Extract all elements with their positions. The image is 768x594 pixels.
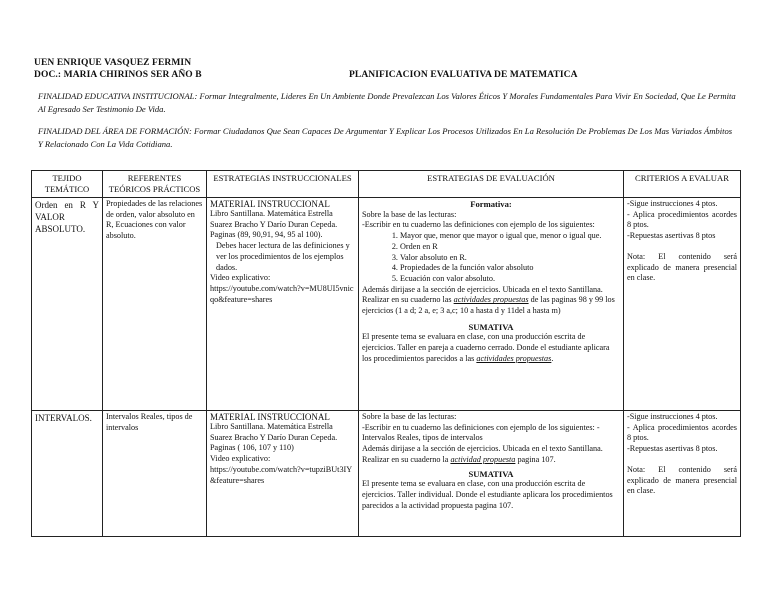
- eval-escribir: -Escribir en tu cuaderno las definiciones con ejemplo de los siguientes: -Intervalos Reales, tipos de intervalos: [362, 422, 600, 443]
- criterio-nota: Nota: El contenido será explicado de manera presencial en clase.: [627, 251, 737, 283]
- estrategias-eval-cell: [359, 198, 624, 411]
- referentes-cell: Propiedades de las relaciones de orden, valor absoluto en R, Ecuaciones con valor absoluto.: [103, 198, 207, 411]
- sumativa-label: SUMATIVA: [468, 321, 514, 332]
- lectura-text: Debes hacer lectura de las definiciones y ver los procedimientos de los ejemplos dados.: [216, 241, 350, 272]
- finalidad-formacion: FINALIDAD DEL ÁREA DE FORMACIÓN: Formar Ciudadanos Que Sean Capaces De Argumentar Y Explicar Los Procesos Utilizados En La Resolución De Problemas De Los Mas Variados Ámbitos Y Relacionado Con La Vida Cotidiana.: [38, 126, 733, 149]
- ademas-text: Además dirijase a la sección de ejercicios. Ubicada en el texto Santillana. Realizar en su cuaderno las actividades propuestas de las paginas 98 y 99 los ejercicios (1 a d; 2 a, e; 3 a,c; 10 a hasta d y 11del a hasta m): [362, 284, 615, 316]
- header-estrategias-evaluacion: ESTRATEGIAS DE EVALUACIÓN: [359, 171, 624, 198]
- estrategias-instr-cell: [207, 411, 359, 537]
- table-row: [32, 411, 741, 537]
- criterios-cell: [624, 198, 741, 411]
- eval-list: [362, 231, 620, 285]
- video-link[interactable]: https://youtube.com/watch?v=MU8UI5vnicqo&feature=shares: [210, 283, 354, 304]
- criterio-instrucciones: -Sigue instrucciones 4 ptos.: [627, 199, 718, 208]
- criterio-procedimientos: - Aplica procedimientos acordes 8 ptos.: [627, 209, 737, 230]
- header-criterios: CRITERIOS A EVALUAR: [624, 171, 741, 198]
- criterios-cell: [624, 411, 741, 537]
- ademas-text: Además dirijase a la sección de ejercicios. Ubicada en el texto Santillana. Realizar en su cuaderno la actividad propuesta pagina 107.: [362, 444, 603, 464]
- sumativa-text: El presente tema se evaluara en clase, con una producción escrita de ejercicios. Taller en pareja a cuaderno cerrado. Donde el estudiante aplicara los procedimientos parecidos a las actividades propuestas.: [362, 332, 610, 363]
- teacher-line: DOC.: MARIA CHIRINOS SER AÑO B: [34, 70, 202, 80]
- video-label: Video explicativo:: [210, 273, 271, 283]
- criterio-respuestas: -Repuestas asertivas 8 ptos: [627, 231, 716, 241]
- video-label: Video explicativo:: [210, 454, 271, 464]
- actividad-link: actividad propuesta: [450, 454, 516, 464]
- material-title: MATERIAL INSTRUCCIONAL: [210, 199, 330, 209]
- sumativa-label: SUMATIVA: [468, 468, 514, 479]
- criterio-respuestas: -Repuestas asertivas 8 ptos.: [627, 444, 718, 454]
- actividades-link: actividades propuestas: [476, 353, 552, 363]
- material-text: Libro Santillana. Matemática Estrella Suarez Bracho Y Darío Duran Cepeda. Paginas (89, 90,91, 94, 95 al 100).: [210, 209, 338, 240]
- sumativa-text: El presente tema se evaluara en clase, con una producción escrita de ejercicios. Taller individual. Donde el estudiante aplicara los procedimientos parecidos a la actividad propuesta pagina 107.: [362, 479, 613, 510]
- evaluation-plan-table: [31, 170, 741, 537]
- table-row: [32, 198, 741, 411]
- criterio-instrucciones: -Sigue instrucciones 4 ptos.: [627, 412, 718, 421]
- eval-intro: Sobre la base de las lecturas:: [362, 412, 457, 421]
- list-item: 4. Propiedades de la función valor absoluto: [400, 263, 620, 274]
- list-item: 5. Ecuación con valor absoluto.: [400, 274, 620, 285]
- estrategias-instr-cell: [207, 198, 359, 411]
- tejido-cell: INTERVALOS.: [32, 411, 103, 537]
- criterio-procedimientos: - Aplica procedimientos acordes 8 ptos.: [627, 422, 737, 443]
- table-header-row: [32, 171, 741, 198]
- tejido-cell: Orden en R Y VALOR ABSOLUTO.: [32, 198, 103, 411]
- video-link[interactable]: https://youtube.com/watch?v=tupziBUt3IY&feature=shares: [210, 464, 353, 485]
- list-item: 3. Valor absoluto en R.: [400, 253, 620, 264]
- finalidad-institucional: FINALIDAD EDUCATIVA INSTITUCIONAL: Formar Integralmente, Lideres En Un Ambiente Donde Prevalezcan Los Valores Éticos Y Morales Fundamentales Para Vivir En Sociedad, Que Le Permita Al Egresado Ser Testimonio De Vida.: [38, 91, 736, 114]
- eval-intro: Sobre la base de las lecturas:: [362, 209, 457, 219]
- list-item: 2. Orden en R: [400, 242, 620, 253]
- list-item: 1. Mayor que, menor que mayor o igual que, menor o igual que.: [400, 231, 620, 242]
- document-title: PLANIFICACION EVALUATIVA DE MATEMATICA: [349, 70, 578, 80]
- header-estrategias-instruccionales: ESTRATEGIAS INSTRUCCIONALES: [207, 171, 359, 198]
- header-referentes: REFERENTES TEÓRICOS PRÁCTICOS: [103, 171, 207, 198]
- material-text: Libro Santillana. Matemática Estrella Suarez Bracho Y Darío Duran Cepeda. Paginas ( 106, 107 y 110): [210, 422, 338, 453]
- header-tejido: TEJIDO TEMÁTICO: [32, 171, 103, 198]
- school-name: UEN ENRIQUE VASQUEZ FERMIN: [34, 58, 192, 68]
- referentes-cell: Intervalos Reales, tipos de intervalos: [103, 411, 207, 537]
- material-title: MATERIAL INSTRUCCIONAL: [210, 412, 330, 422]
- estrategias-eval-cell: [359, 411, 624, 537]
- criterio-nota: Nota: El contenido será explicado de manera presencial en clase.: [627, 464, 737, 496]
- actividades-link: actividades propuestas: [453, 295, 529, 305]
- formativa-label: Formativa:: [470, 199, 512, 209]
- eval-escribir: -Escribir en tu cuaderno las definiciones con ejemplo de los siguientes:: [362, 220, 595, 230]
